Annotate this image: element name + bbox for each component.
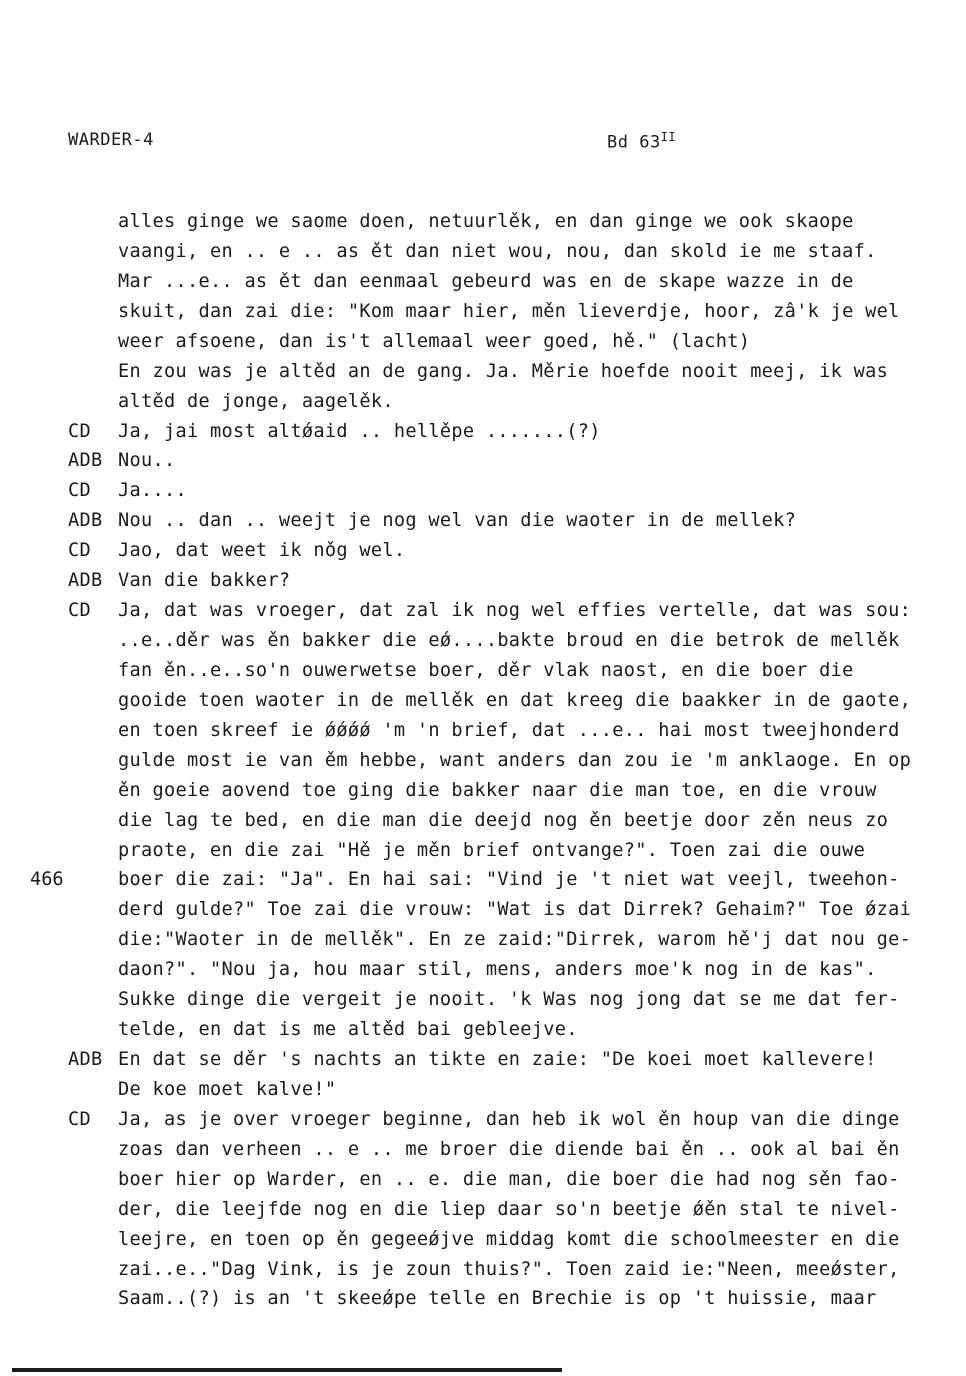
document-id: WARDER-4 bbox=[68, 130, 154, 150]
line-text: Ja, jai most altǿaid .. hellěpe .......(?) bbox=[118, 420, 601, 442]
page-number-superscript: II bbox=[660, 130, 677, 144]
line-text: zai..e.."Dag Vink, is je zoun thuis?". Toen zaid ie:"Neen, meeǿster, bbox=[118, 1258, 900, 1280]
line-text: Mar ...e.. as ět dan eenmaal gebeurd was en de skape wazze in de bbox=[118, 270, 854, 292]
line-text: Van die bakker? bbox=[118, 570, 291, 592]
line-text: alles ginge we saome doen, netuurlěk, en dan ginge we ook skaope bbox=[118, 211, 854, 232]
line-text: Saam..(?) is an 't skeeǿpe telle en Brechie is op 't huissie, maar bbox=[118, 1288, 877, 1310]
line-text: die lag te bed, en die man die deejd nog ěn beetje door zěn neus zo bbox=[118, 809, 889, 831]
speaker-label: ADB bbox=[68, 510, 103, 532]
speaker-label: CD bbox=[68, 480, 91, 502]
line-text: Ja.... bbox=[118, 480, 187, 502]
line-text: zoas dan verheen .. e .. me broer die diende bai ěn .. ook al bai ěn bbox=[118, 1138, 900, 1160]
line-text: Ja, dat was vroeger, dat zal ik nog wel effies vertelle, dat was sou: bbox=[118, 600, 912, 622]
speaker-label: CD bbox=[68, 600, 91, 622]
line-text: telde, en dat is me altěd bai gebleejve. bbox=[118, 1019, 578, 1041]
line-text: Ja, as je over vroeger beginne, dan heb ik wol ěn houp van die dinge bbox=[118, 1108, 900, 1130]
line-text: En zou was je altěd an de gang. Ja. Měrie hoefde nooit meej, ik was bbox=[118, 360, 889, 382]
page-number-main: Bd 63 bbox=[607, 132, 661, 153]
speaker-label: ADB bbox=[68, 570, 103, 592]
margin-line-number: 466 bbox=[30, 869, 64, 891]
line-text: Nou.. bbox=[118, 450, 176, 472]
line-text: en toen skreef ie ǿǿǿǿ 'm 'n brief, dat ...e.. hai most tweejhonderd bbox=[118, 719, 900, 741]
line-text: altěd de jonge, aagelěk. bbox=[118, 390, 394, 412]
line-text: daon?". "Nou ja, hou maar stil, mens, anders moe'k nog in de kas". bbox=[118, 959, 877, 981]
line-text: derd gulde?" Toe zai die vrouw: "Wat is dat Dirrek? Gehaim?" Toe ǿzai bbox=[118, 899, 912, 921]
line-text: gulde most ie van ěm hebbe, want anders dan zou ie 'm anklaoge. En op bbox=[118, 749, 912, 771]
line-text: vaangi, en .. e .. as ět dan niet wou, nou, dan skold ie me staaf. bbox=[118, 240, 877, 262]
speaker-label: CD bbox=[68, 1108, 91, 1130]
line-text: skuit, dan zai die: "Kom maar hier, měn lieverdje, hoor, zâ'k je wel bbox=[118, 300, 900, 322]
line-text: fan ěn..e..so'n ouwerwetse boer, děr vlak naost, en die boer die bbox=[118, 659, 854, 681]
speaker-label: CD bbox=[68, 540, 91, 562]
line-text: boer hier op Warder, en .. e. die man, die boer die had nog sěn fao- bbox=[118, 1168, 900, 1190]
line-text: En dat se děr 's nachts an tikte en zaie: "De koei moet kallevere! bbox=[118, 1049, 877, 1071]
line-text: Nou .. dan .. weejt je nog wel van die waoter in de mellek? bbox=[118, 510, 797, 532]
line-text: die:"Waoter in de mellěk". En ze zaid:"Dirrek, warom hě'j dat nou ge- bbox=[118, 929, 912, 951]
line-text: ..e..děr was ěn bakker die eǿ....bakte broud en die betrok de mellěk bbox=[118, 630, 900, 652]
line-text: ěn goeie aovend toe ging die bakker naar die man toe, en die vrouw bbox=[118, 779, 877, 801]
line-text: boer die zai: "Ja". En hai sai: "Vind je 't niet wat veejl, tweehon- bbox=[118, 869, 900, 891]
line-text: weer afsoene, dan is't allemaal weer goed, hě." (lacht) bbox=[118, 330, 751, 352]
page-number bbox=[607, 130, 676, 153]
speaker-label: ADB bbox=[68, 1049, 103, 1071]
line-text: gooide toen waoter in de mellěk en dat kreeg die baakker in de gaote, bbox=[118, 689, 912, 711]
line-text: Jao, dat weet ik nǒg wel. bbox=[118, 540, 406, 562]
line-text: leejre, en toen op ěn gegeeǿjve middag komt die schoolmeester en die bbox=[118, 1228, 900, 1250]
bottom-rule bbox=[12, 1368, 562, 1372]
line-text: der, die leejfde nog en die liep daar so'n beetje ǿěn stal te nivel- bbox=[118, 1198, 900, 1220]
speaker-label: ADB bbox=[68, 450, 103, 472]
line-text: Sukke dinge die vergeit je nooit. 'k Was nog jong dat se me dat fer- bbox=[118, 989, 900, 1011]
speaker-label: CD bbox=[68, 420, 91, 442]
line-text: De koe moet kalve!" bbox=[118, 1078, 337, 1100]
line-text: praote, en die zai "Hě je měn brief ontvange?". Toen zai die ouwe bbox=[118, 839, 866, 861]
